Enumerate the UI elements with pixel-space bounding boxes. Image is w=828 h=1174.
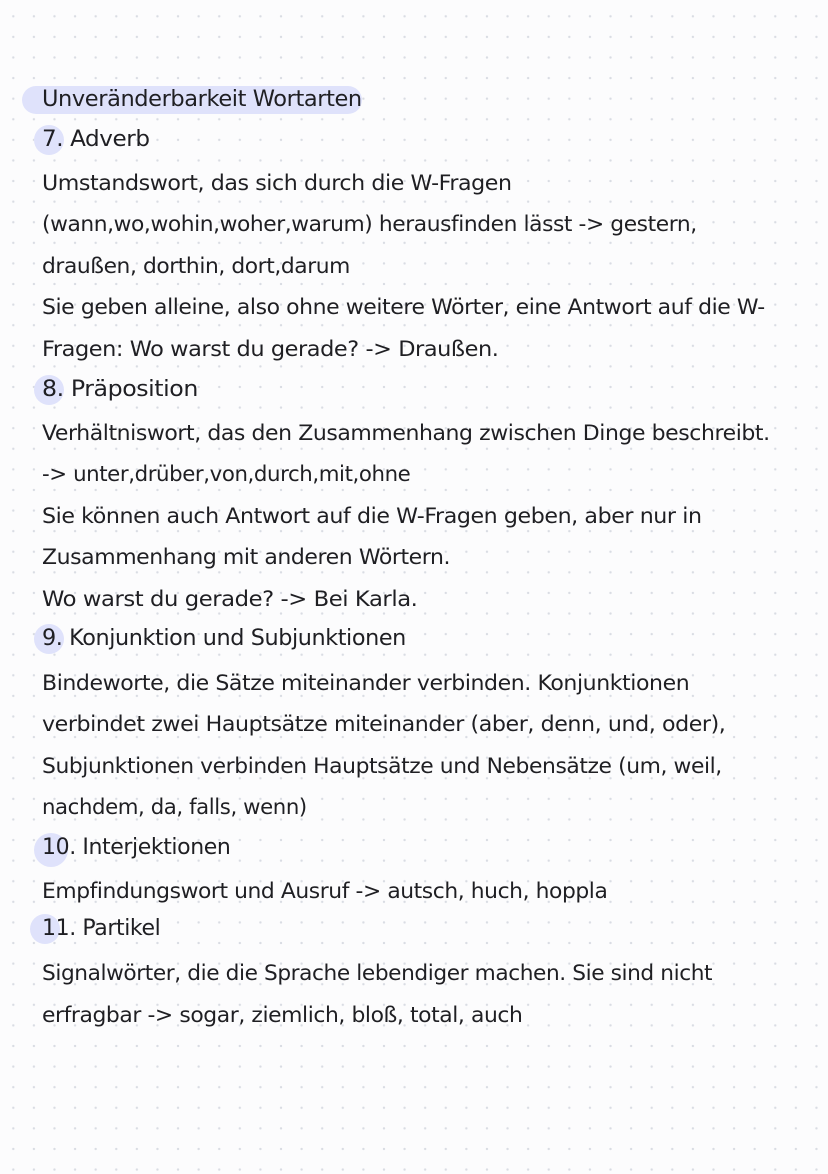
praeposition-line-3: Sie können auch Antwort auf die W-Fragen geben, aber nur in <box>42 504 702 528</box>
praeposition-line-2: -> unter,drüber,von,durch,mit,ohne <box>42 462 411 486</box>
interjektionen-line-1: Empfindungswort und Ausruf -> autsch, huch, hoppla <box>42 879 608 903</box>
partikel-line-2: erfragbar -> sogar, ziemlich, bloß, total, auch <box>42 1003 523 1027</box>
section-heading-interjektionen: 10. Interjektionen <box>42 835 231 860</box>
praeposition-line-5: Wo warst du gerade? -> Bei Karla. <box>42 587 418 611</box>
note-title: Unveränderbarkeit Wortarten <box>42 87 362 112</box>
adverb-line-3: draußen, dorthin, dort,darum <box>42 254 350 278</box>
adverb-line-2: (wann,wo,wohin,woher,warum) herausfinden lässt -> gestern, <box>42 212 697 236</box>
section-heading-konjunktion: 9. Konjunktion und Subjunktionen <box>42 626 406 651</box>
adverb-line-1: Umstandswort, das sich durch die W-Fragen <box>42 171 512 195</box>
adverb-line-5: Fragen: Wo warst du gerade? -> Draußen. <box>42 337 499 361</box>
konjunktion-line-4: nachdem, da, falls, wenn) <box>42 795 307 819</box>
section-heading-praeposition: 8. Präposition <box>42 377 198 402</box>
praeposition-line-4: Zusammenhang mit anderen Wörtern. <box>42 545 451 569</box>
section-heading-adverb: 7. Adverb <box>42 127 150 152</box>
konjunktion-line-3: Subjunktionen verbinden Hauptsätze und Nebensätze (um, weil, <box>42 754 722 778</box>
praeposition-line-1: Verhältniswort, das den Zusammenhang zwischen Dinge beschreibt. <box>42 421 770 445</box>
adverb-line-4: Sie geben alleine, also ohne weitere Wörter, eine Antwort auf die W- <box>42 295 765 319</box>
section-heading-partikel: 11. Partikel <box>42 916 161 941</box>
konjunktion-line-1: Bindeworte, die Sätze miteinander verbinden. Konjunktionen <box>42 671 690 695</box>
konjunktion-line-2: verbindet zwei Hauptsätze miteinander (aber, denn, und, oder), <box>42 712 726 736</box>
partikel-line-1: Signalwörter, die die Sprache lebendiger machen. Sie sind nicht <box>42 961 713 985</box>
